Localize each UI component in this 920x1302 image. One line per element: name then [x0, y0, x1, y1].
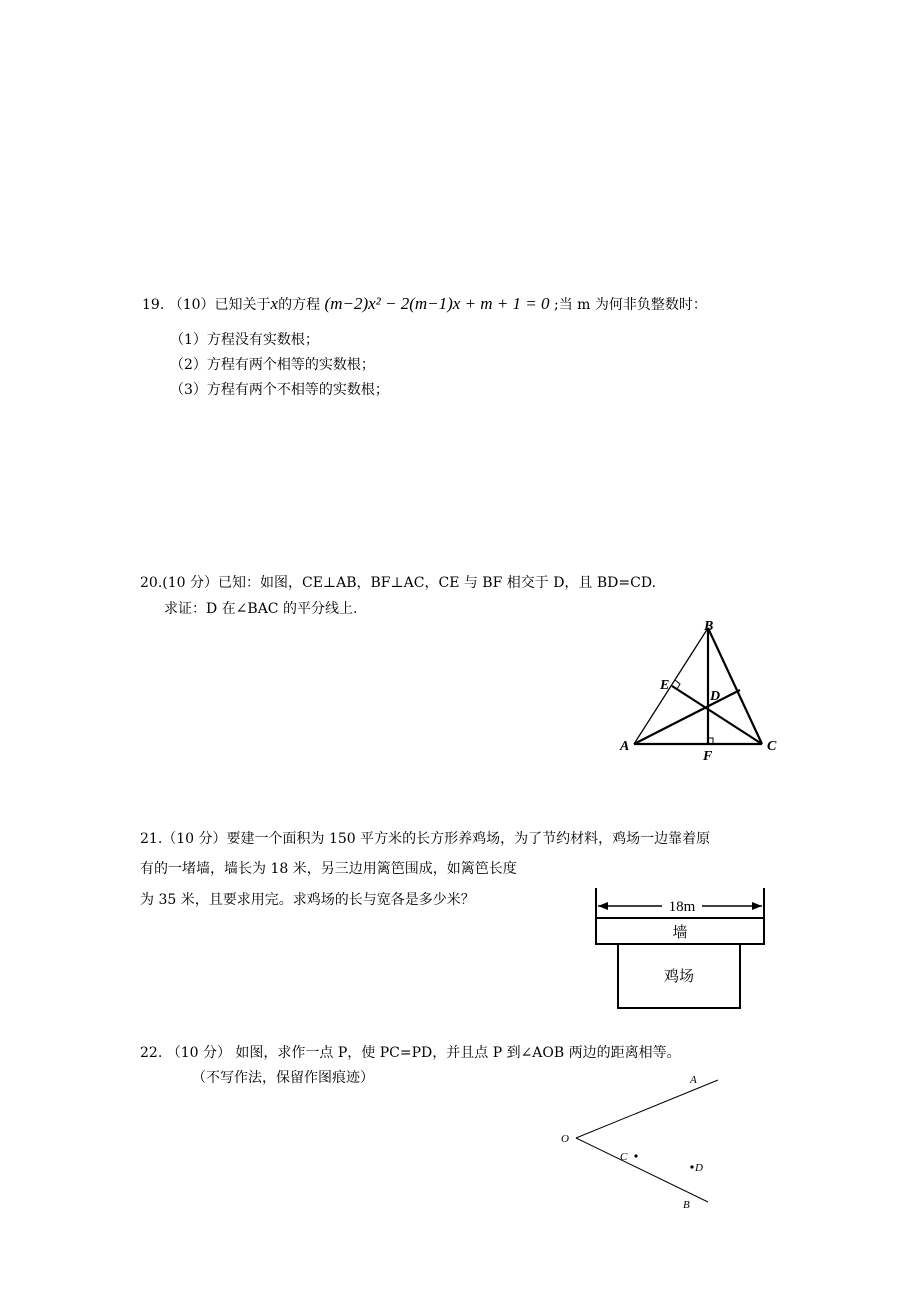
- label-c: C: [767, 739, 777, 754]
- point-d: [690, 1165, 693, 1168]
- q21-line-2: 有的一堵墙，墙长为 18 米，另三边用篱笆围成，如篱笆长度: [140, 861, 517, 877]
- ray-oa: [576, 1080, 718, 1138]
- q19-item-3: （3）方程有两个不相等的实数根；: [170, 382, 389, 398]
- label-f: F: [703, 749, 713, 764]
- segment-ab: [634, 628, 708, 744]
- ray-ob: [576, 1138, 708, 1202]
- q19-equation: (m−2)x² − 2(m−1)x + m + 1 = 0: [324, 294, 550, 313]
- q21-line-1: 21.（10 分）要建一个面积为 150 平方米的长方形养鸡场，为了节约材料，鸡场一边靠着原: [140, 831, 711, 847]
- q21-line-3: 为 35 米，且要求用完。求鸡场的长与宽各是多少米？: [140, 892, 475, 908]
- q19-lead: 19. （10）已知关于: [142, 297, 271, 313]
- length-label: 18m: [668, 899, 696, 915]
- label-o: O: [561, 1133, 569, 1145]
- wall-label: 墙: [672, 925, 688, 941]
- q22-line-2: （不写作法，保留作图痕迹）: [192, 1070, 374, 1086]
- arrow-head-left: [598, 902, 608, 910]
- q22-angle-figure: [556, 1072, 726, 1212]
- label-a: A: [620, 739, 630, 754]
- q20-given: 20.(10 分）已知：如图，CE⊥AB，BF⊥AC，CE 与 BF 相交于 D，且 BD=CD.: [140, 575, 657, 591]
- q22-line-1: 22. （10 分） 如图，求作一点 P，使 PC=PD，并且点 P 到∠AOB 两边的距离相等。: [140, 1045, 681, 1061]
- q20-triangle-figure: [616, 614, 786, 764]
- arrow-head-right: [752, 902, 762, 910]
- label-c: C: [620, 1151, 628, 1163]
- point-c: [634, 1154, 637, 1157]
- q19-item-1: （1）方程没有实数根；: [170, 332, 319, 348]
- farm-label: 鸡场: [663, 969, 695, 985]
- q19-variable-x: x: [270, 294, 279, 313]
- q21-chicken-farm-figure: [590, 884, 772, 1012]
- label-d: D: [695, 1162, 703, 1174]
- q19-item-2: （2）方程有两个相等的实数根；: [170, 357, 375, 373]
- segment-ad-extended: [634, 690, 740, 744]
- label-d: D: [710, 689, 721, 704]
- label-e: E: [660, 678, 670, 693]
- label-b: B: [683, 1199, 690, 1211]
- q19-stem: [142, 294, 707, 315]
- q19-mid: 的方程: [278, 297, 321, 313]
- q19-tail: ;当 m 为何非负整数时：: [553, 297, 707, 313]
- q20-prove: 求证：D 在∠BAC 的平分线上.: [164, 601, 358, 617]
- label-a: A: [690, 1074, 697, 1086]
- label-b: B: [704, 619, 714, 634]
